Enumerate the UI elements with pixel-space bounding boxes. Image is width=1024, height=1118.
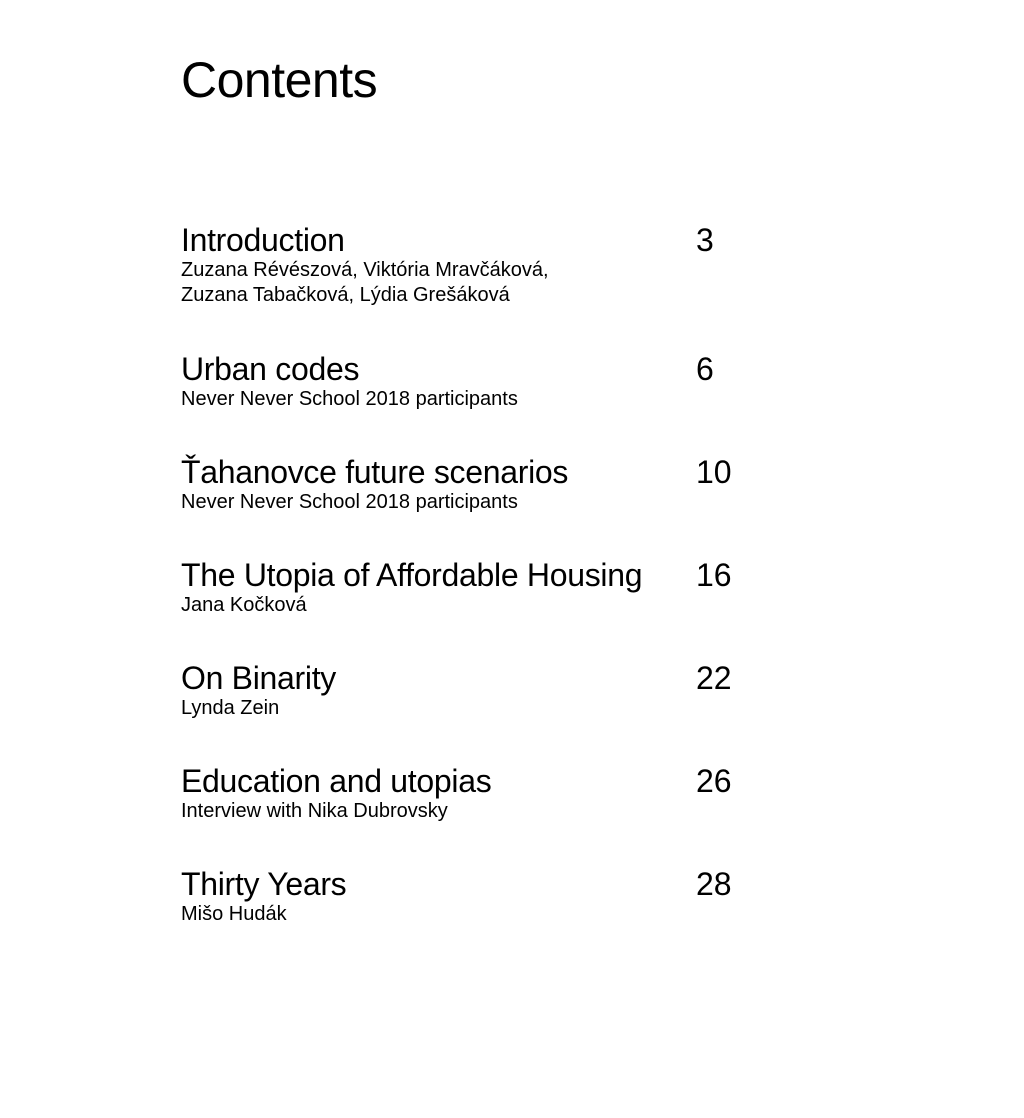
toc-entry-authors [181, 799, 761, 824]
toc-entry-on-binarity[interactable] [181, 660, 761, 721]
toc-entry-author-line: Interview with Nika Dubrovsky [181, 800, 448, 822]
toc-entry-page-number: 10 [696, 454, 732, 490]
toc-entry-author-line: Lynda Zein [181, 697, 280, 719]
toc-entry-authors [181, 258, 761, 308]
toc-entry-authors [181, 593, 761, 618]
toc-entry-page-number: 3 [696, 222, 714, 258]
toc-entry-tahanovce[interactable] [181, 454, 761, 515]
toc-entry-author-line: Never Never School 2018 participants [181, 388, 518, 410]
toc-entry-page-number: 26 [696, 763, 732, 799]
toc-entry-title: Ťahanovce future scenarios [181, 454, 569, 490]
toc-entry-page-number: 22 [696, 660, 732, 696]
toc-entry-author-line: Zuzana Tabačková, Lýdia Grešáková [181, 284, 510, 306]
toc-entry-affordable-housing[interactable] [181, 557, 761, 618]
toc-entry-author-line: Mišo Hudák [181, 903, 287, 925]
toc-entry-page-number: 6 [696, 351, 714, 387]
page-title: Contents [181, 52, 378, 108]
toc-entry-title: Education and utopias [181, 763, 492, 799]
toc-entry-page-number: 28 [696, 866, 732, 902]
toc-entry-title: On Binarity [181, 660, 336, 696]
toc-entry-authors [181, 490, 761, 515]
toc-entry-title: Introduction [181, 222, 345, 258]
toc-entry-author-line: Zuzana Révészová, Viktória Mravčáková, [181, 259, 549, 281]
toc-entry-title: Thirty Years [181, 866, 347, 902]
toc-entry-education-and-utopias[interactable] [181, 763, 761, 824]
toc-entry-title: The Utopia of Affordable Housing [181, 557, 643, 593]
toc-entry-urban-codes[interactable] [181, 351, 761, 412]
toc-entry-introduction[interactable] [181, 222, 761, 308]
toc-entry-author-line: Never Never School 2018 participants [181, 491, 518, 513]
toc-entry-page-number: 16 [696, 557, 732, 593]
toc-entry-authors [181, 902, 761, 927]
toc-entry-authors [181, 387, 761, 412]
toc-entry-authors [181, 696, 761, 721]
toc-entry-author-line: Jana Kočková [181, 594, 307, 616]
toc-entry-title: Urban codes [181, 351, 360, 387]
toc-entry-thirty-years[interactable] [181, 866, 761, 927]
